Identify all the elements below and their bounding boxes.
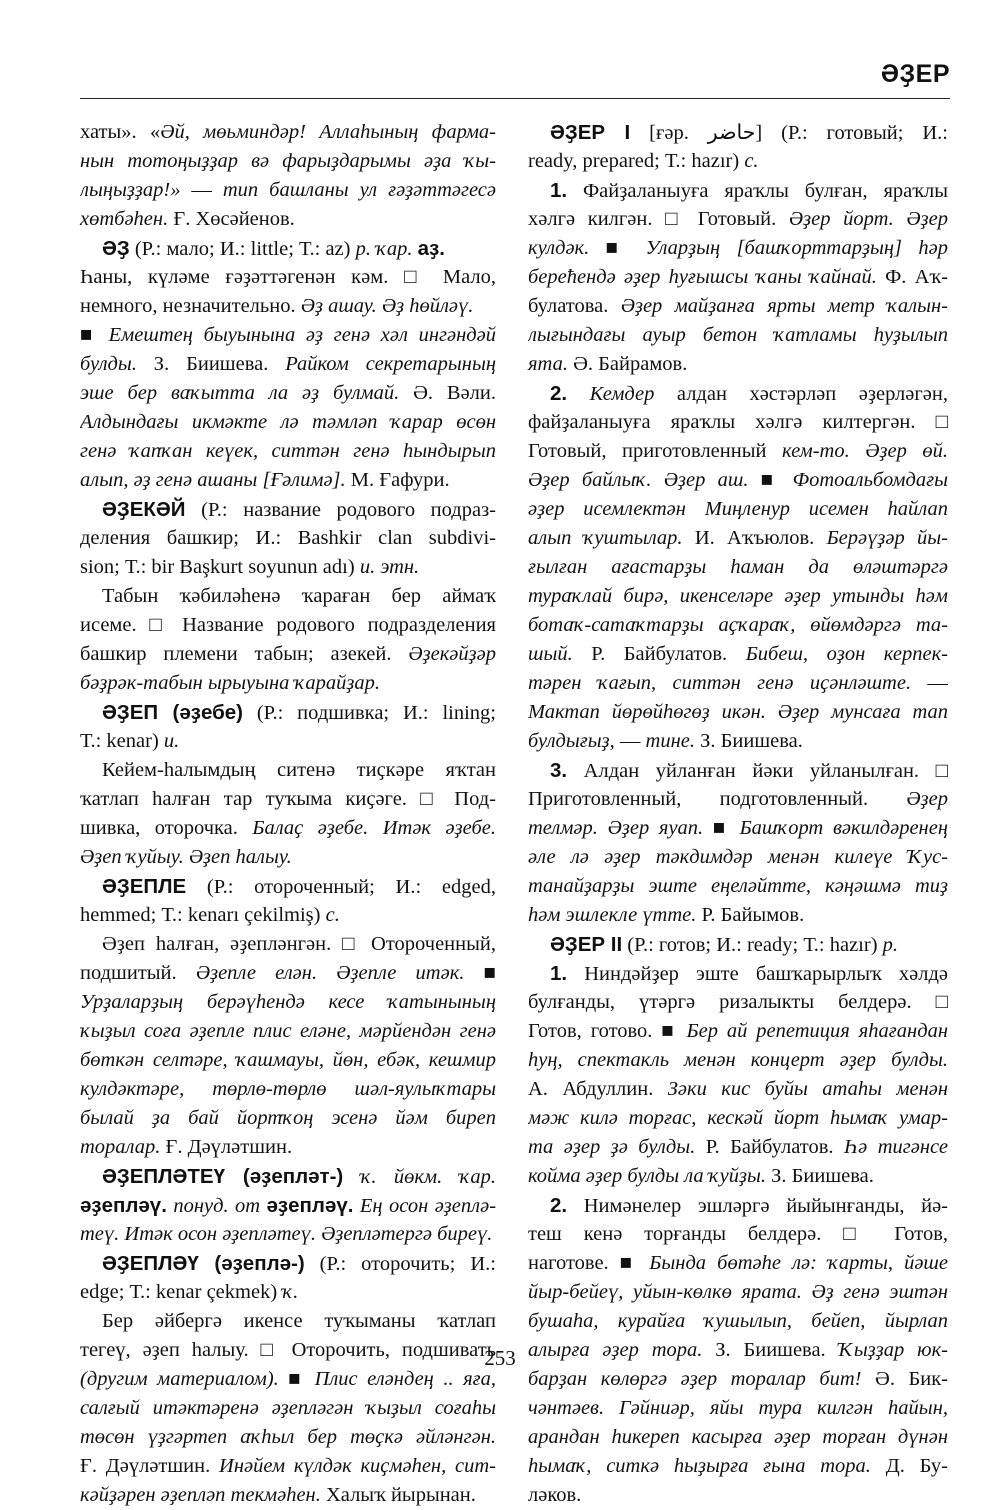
text-line: алырға әҙер тора. З. Биишева. Ҡыҙҙар юк- <box>528 1339 948 1361</box>
text-line: Т.: kenar) и. <box>80 730 180 752</box>
text-line: танайҙарҙы эште еңеләйтте, кәңәшмә тиҙ <box>528 875 948 897</box>
text-line: чәнтәев. Гәйниәр, яйы тура килгән һайын, <box>528 1397 948 1419</box>
text-line: 1. Файҙаланыуға яраҡлы булған, яраҡлы <box>550 179 948 202</box>
text-line: арандан һикереп касырға әҙер торған дүнән <box>528 1426 948 1448</box>
text-line: бөткән селтәре, ҡашмауы, йөн, ебәк, кешмир <box>80 1049 496 1071</box>
text-line: ҡатлап һалған тар туҡыма киҫәге. □ Под- <box>80 788 496 810</box>
text-line: лығындағы ауыр бетон ҡатламы һуҙылып <box>528 324 948 346</box>
text-line: Һаны, күләме ғәҙәттәгенән кәм. □ Мало, <box>80 266 496 288</box>
text-line: Табын ҡәбиләһенә ҡараған бер аймаҡ <box>102 585 496 607</box>
text-line: ята. Ә. Байрамов. <box>528 353 688 375</box>
text-line: ӘҘЕПЛЕ (Р.: отороченный; И.: edged, <box>102 875 496 898</box>
text-line: ӘҘЕР II (Р.: готов; И.: ready; Т.: hazır) р. <box>550 933 899 956</box>
text-line: А. Абдуллин. Зәки кис буйы атаһы менән <box>528 1078 948 1100</box>
text-line: теш кенә торғанды белдерә. □ Готов, <box>528 1223 948 1245</box>
text-line: лыңыҙҙар!» — тип башланы ул ғәҙәттәгесә <box>80 179 496 201</box>
text-line: (другим материалом). ■ Плис еләндең .. яға, <box>80 1368 496 1390</box>
text-line: Урҙаларҙың берәүһендә кесе ҡатынының <box>80 991 496 1013</box>
text-line: 3. Алдан уйланған йәки уйланылған. □ <box>550 759 948 782</box>
text-line: наготове. ■ Бында бөтәһе лә: ҡарты, йәше <box>528 1252 948 1274</box>
text-line: Готов, готово. ■ Бер ай репетиция яһағандан <box>528 1020 948 1042</box>
header-rule <box>80 98 950 99</box>
text-line: бушаһа, курайға ҡушылып, бейеп, йырлап <box>528 1310 948 1332</box>
text-line: Мактап йөрөйһөгөҙ икән. Әҙер мунсаға тап <box>528 701 948 723</box>
text-line: һәм эшлекле үтте. Р. Байымов. <box>528 904 805 926</box>
text-line: әҙепләү. понуд. от әҙепләү. Ең осон әҙеплә- <box>80 1194 496 1217</box>
text-line: та әҙер ҙә булды. Р. Байбулатов. Һә тигәнсе <box>528 1136 948 1158</box>
text-line: әле лә әҙер тәкдимдәр менән килеүе Ҡус- <box>528 846 948 868</box>
text-line: 2. Кемдер алдан хәстәрләп әҙерләгән, <box>550 382 948 405</box>
page-number: 253 <box>484 1346 516 1370</box>
text-line: башкир племени табын; азекей. Әҙекәйҙәр <box>80 643 496 665</box>
text-line: 2. Нимәнелер эшләргә йыйынғанды, йә- <box>550 1194 948 1217</box>
text-line: ботаҡ-сатаҡтарҙы аҫҡараҡ, өйөмдәргә та- <box>528 614 948 636</box>
text-line: кулдәк. ■ Уларҙың [башҡорттарҙың] һәр <box>528 237 948 259</box>
text-line: хәлгә килгән. □ Готовый. Әҙер йорт. Әҙер <box>528 208 948 230</box>
text-line: Кейем-һалымдың ситенә тиҫкәре яҡтан <box>102 759 496 781</box>
text-line: ӘҘ (Р.: мало; И.: little; Т.: az) р. ҡар. аҙ. <box>102 237 445 260</box>
text-line: Әҙеп ҡуйыу. Әҙеп һалыу. <box>80 846 292 868</box>
text-line: эше бер ваҡытта ла әҙ булмай. Ә. Вәли. <box>80 382 496 404</box>
text-line: коймa әҙер булды ла ҡуйҙы. З. Биишева. <box>528 1165 874 1187</box>
text-line: ӘҘЕПЛӘТЕҮ (әҙепләт-) ҡ. йөкм. ҡар. <box>102 1165 496 1188</box>
text-line: барҙан көлөргә әҙер торалар бит! Ә. Бик- <box>528 1368 948 1390</box>
text-line: булғанды, үтәргә ризалыкты белдерә. □ <box>528 991 948 1013</box>
text-line: алып ҡуштылар. И. Аҡъюлов. Берәүҙәр йы- <box>528 527 948 549</box>
right-column <box>528 118 948 1510</box>
text-line: салғый итәктәренә әҙепләгән ҡыҙыл соғаһы <box>80 1397 496 1419</box>
text-line: шивка, оторочка. Балаҫ әҙебе. Итәк әҙебе. <box>80 817 496 839</box>
text-line: хаты». «Әй, мөьминдәр! Аллаһының фарма- <box>80 121 496 143</box>
text-line: бәҙрәк-табын ырыуына ҡарайҙар. <box>80 672 380 694</box>
text-line: edge; Т.: kenar çekmek) ҡ. <box>80 1281 299 1303</box>
text-line: sion; Т.: bir Başkurt soyunun adı) и. этн. <box>80 556 420 578</box>
text-line: подшитый. Әҙепле елән. Әҙепле итәк. ■ <box>80 962 496 984</box>
text-line: булатова. Әҙер майҙанға ярты метр ҡалын- <box>528 295 948 317</box>
text-line: Әҙер байлыҡ. Әҙер аш. ■ Фотоальбомдағы <box>528 469 948 491</box>
text-line: Бер әйбергә икенсе туҡыманы ҡатлап <box>102 1310 496 1332</box>
text-line: деления башкир; И.: Bashkir clan subdivi- <box>80 527 496 549</box>
text-line: тегеү, әҙеп һалыу. □ Оторочить, подшивать <box>80 1339 496 1361</box>
text-line: былай ҙа бай йортҡоң эсенә йәм биреп <box>80 1107 496 1129</box>
text-line: ready, prepared; Т.: hazır) с. <box>528 150 759 172</box>
text-line: генә ҡапҡан кеүек, ситтән генә һындырып <box>80 440 496 462</box>
text-line: йыр-бейеү, уйын-көлкө ярата. Әҙ генә эштән <box>528 1281 948 1303</box>
text-line: исеме. □ Название родового подразделения <box>80 614 496 636</box>
text-line: ҡыҙыл соға әҙепле плис еләне, мәрйендән генә <box>80 1020 496 1042</box>
text-line: ӘҘЕП (әҙебе) (Р.: подшивка; И.: lining; <box>102 701 496 724</box>
text-line: Алдындағы икмәкте лә тәмләп ҡарар өсөн <box>80 411 496 433</box>
text-line: хөтбәһен. Ғ. Хөсәйенов. <box>80 208 295 230</box>
text-line: ӘҘЕР I [ғәр. حاضر] (Р.: готовый; И.: <box>550 121 948 144</box>
text-line: һуң, спектакль менән концерт әҙер булды. <box>528 1049 948 1071</box>
text-line: нын тотоңыҙҙар вә фарыҙдарымы әҙа ҡы- <box>80 150 496 172</box>
text-line: шый. Р. Байбулатов. Бибеш, оҙон керпек- <box>528 643 948 665</box>
text-line: Готовый, приготовленный кем-то. Әҙер өй. <box>528 440 948 462</box>
text-line: булды. З. Биишева. Райком секретарының <box>80 353 496 375</box>
text-line: берећендә әҙер һуғышсы ҡаны ҡайнай. Ф. Аҡ- <box>528 266 948 288</box>
text-line: тәрен ҡағып, ситтән генә иҫәнләште. — <box>528 672 948 694</box>
text-line: ӘҘЕПЛӘҮ (әҙеплә-) (Р.: оторочить; И.: <box>102 1252 496 1275</box>
text-line: мәж килә торғас, кескәй йорт һымаҡ умар- <box>528 1107 948 1129</box>
text-line: Приготовленный, подготовленный. Әҙер <box>528 788 948 810</box>
text-line: hemmed; Т.: kenarı çekilmiş) с. <box>80 904 340 926</box>
running-head: ӘҘЕР <box>880 60 950 88</box>
text-line: 1. Ниндәйҙер эште башҡарырлыҡ хәлдә <box>550 962 948 985</box>
text-line: телмәр. Әҙер яуап. ■ Башҡорт вәкилдәренең <box>528 817 948 839</box>
text-line: булдығыҙ, — тине. З. Биишева. <box>528 730 803 752</box>
text-line: ■ Емештең быуынына әҙ генә хәл ингәндәй <box>80 324 496 346</box>
text-line: төсөн үҙгәртеп аҡһыл бер төҫкә әйләнгән. <box>80 1426 496 1448</box>
text-line: тураҡлай бирә, икенселәре әҙер утынды һәм <box>528 585 948 607</box>
text-line: кәйҙәрен әҙепләп текмәһен. Халыҡ йырынан. <box>80 1484 476 1506</box>
text-line: кулдәктәре, төрлө-төрлө шәл-яулыҡтары <box>80 1078 496 1100</box>
text-line: алып, әҙ генә ашаны [Ғәлимә]. М. Ғафури. <box>80 469 450 491</box>
text-line: немного, незначительно. Әҙ ашау. Әҙ һөйләү. <box>80 295 474 317</box>
text-line: Әҙеп һалған, әҙепләнгән. □ Отороченный, <box>102 933 496 955</box>
text-line: ӘҘЕКӘЙ (Р.: название родового подраз- <box>102 498 496 521</box>
left-column <box>80 118 496 1510</box>
text-line: әҙер исемлектән Миңленур исемен һайлап <box>528 498 948 520</box>
text-line: ләков. <box>528 1484 582 1506</box>
text-line: Ғ. Дәүләтшин. Инәйем күлдәк киҫмәһен, сит- <box>80 1455 496 1477</box>
text-line: файҙаланыуға яраҡлы хәлгә килтергән. □ <box>528 411 948 433</box>
text-line: теү. Итәк осон әҙепләтеү. Әҙепләтергә биреү. <box>80 1223 493 1245</box>
text-line: һымаҡ, ситкә һыҙырға ғына тора. Д. Бу- <box>528 1455 948 1477</box>
text-line: торалар. Ғ. Дәүләтшин. <box>80 1136 293 1158</box>
text-line: ғылған ағастарҙы һаман да өләштәргә <box>528 556 948 578</box>
